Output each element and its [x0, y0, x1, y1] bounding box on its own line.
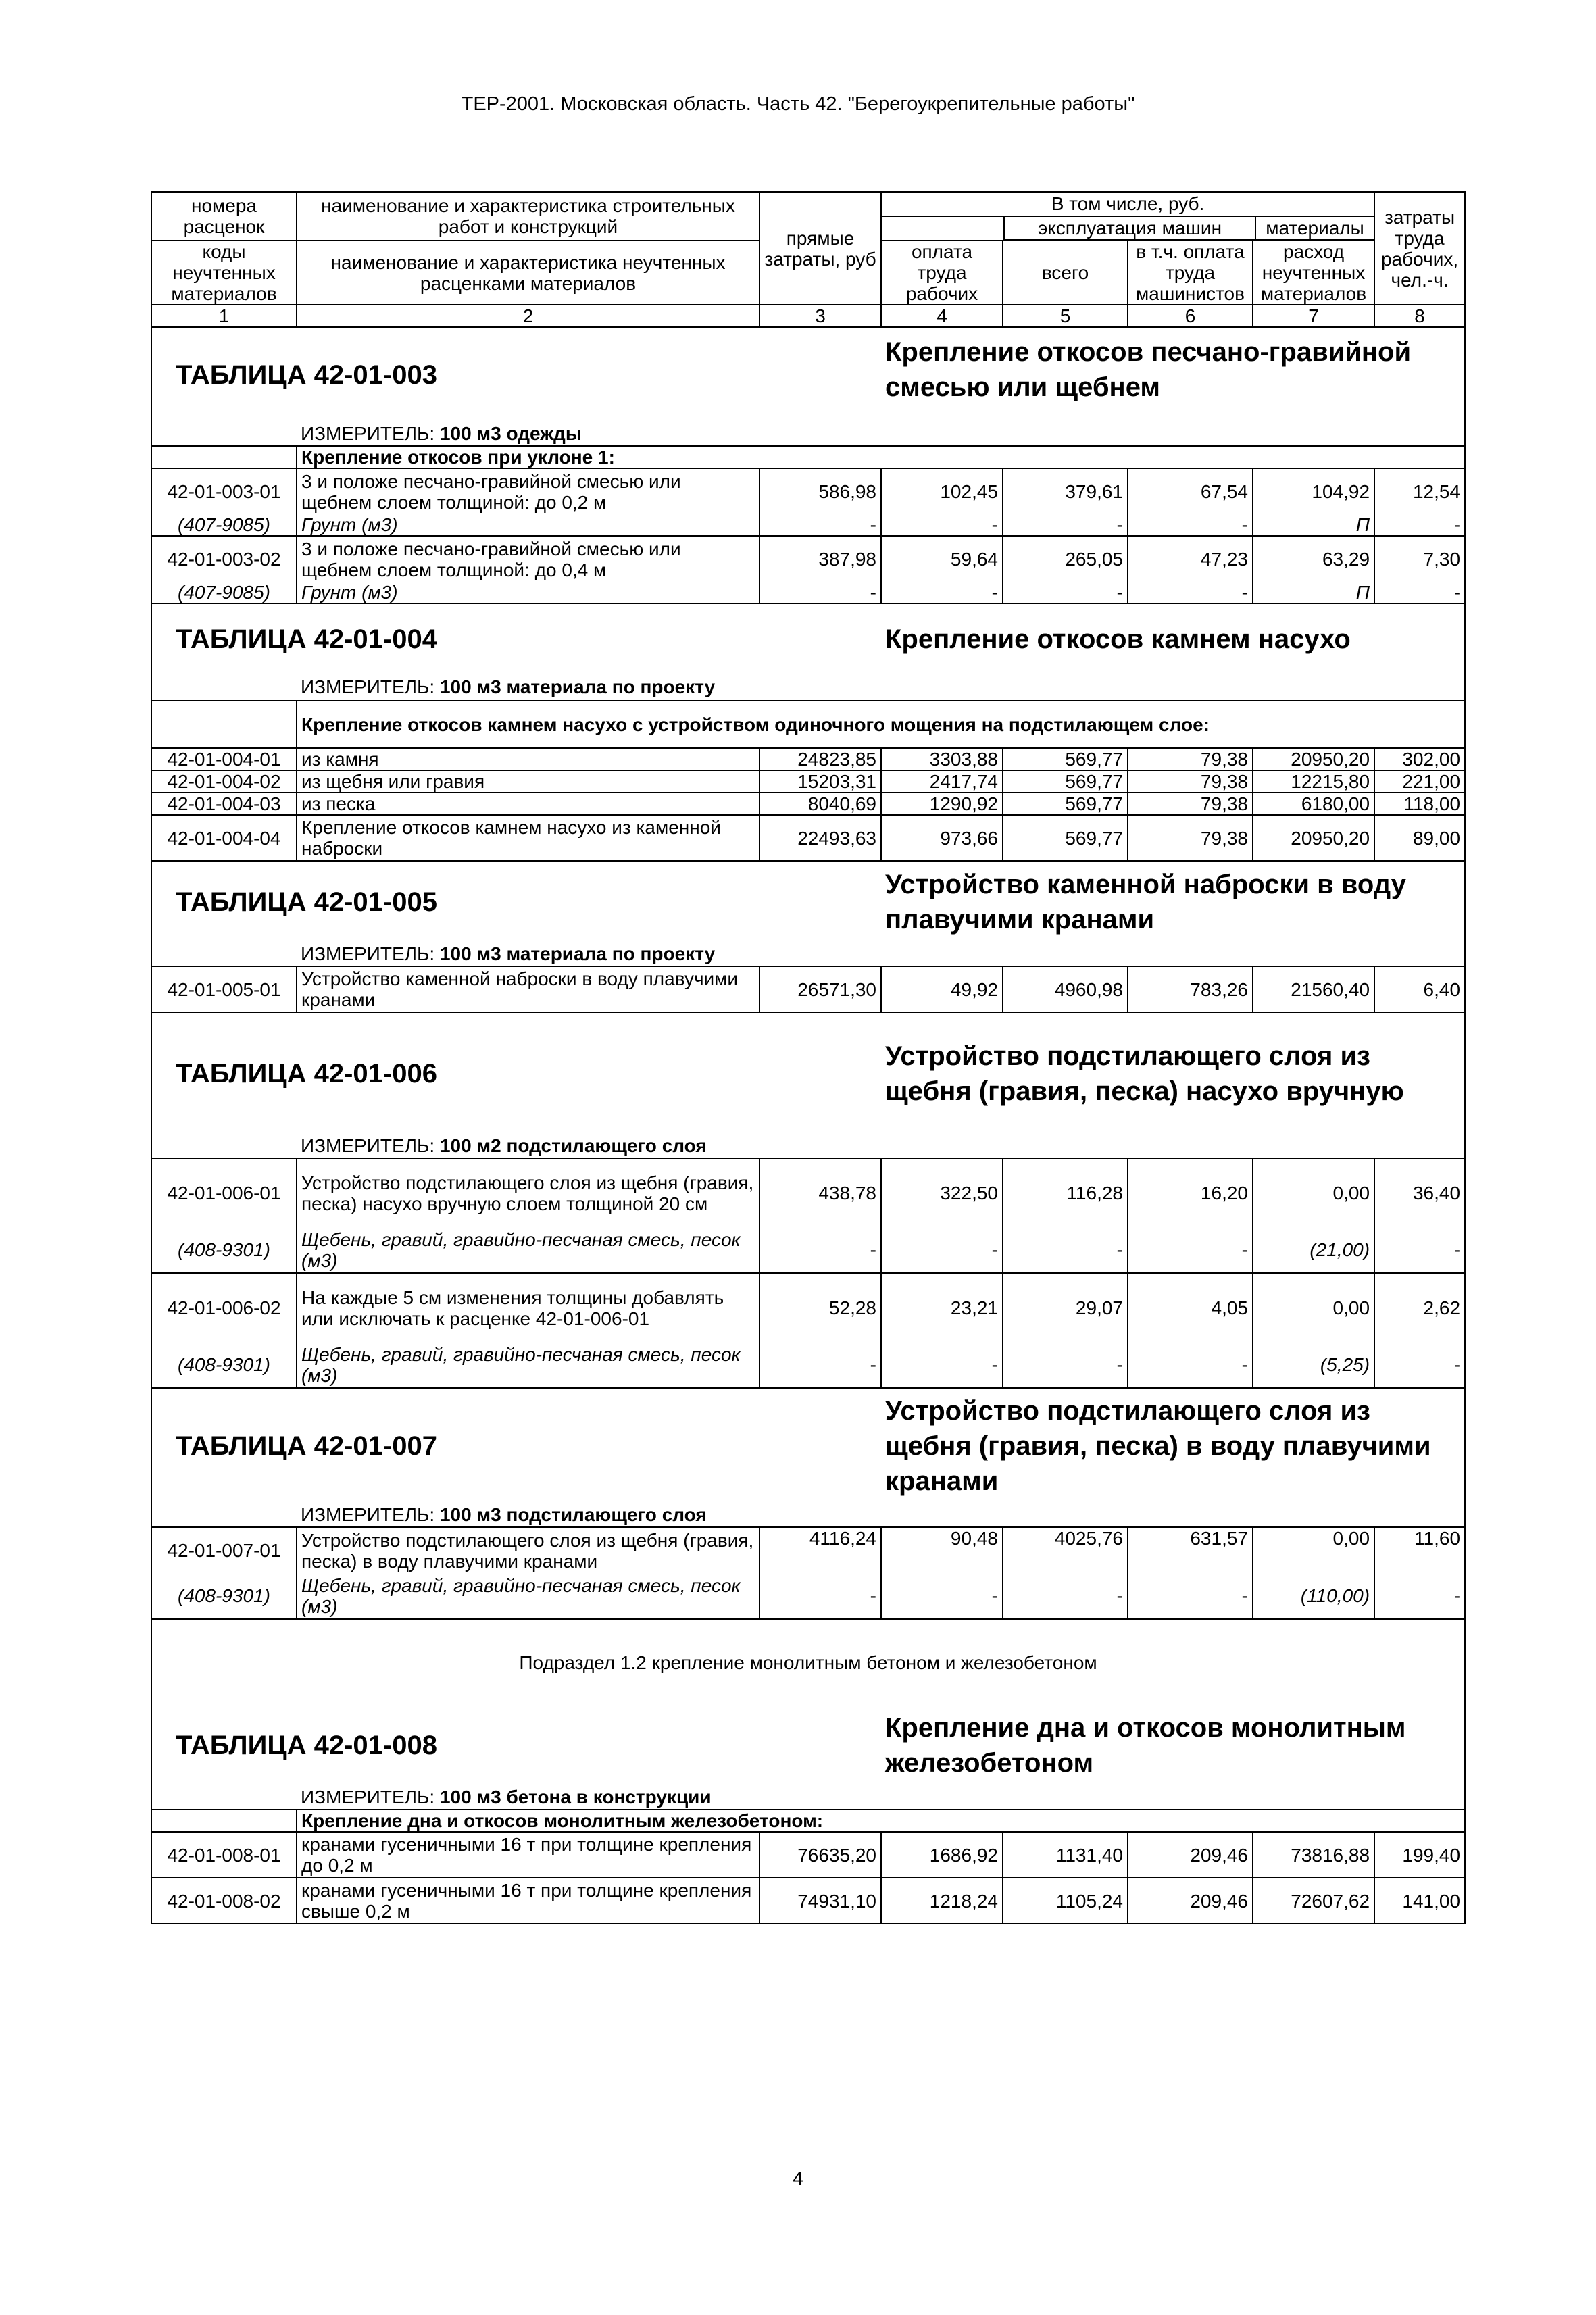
group-header: В том числе, руб.	[882, 193, 1374, 217]
rate-code: 42-01-004-01	[151, 748, 297, 770]
rate-code: 42-01-006-01	[151, 1158, 297, 1227]
col5-header: всего	[1003, 241, 1128, 305]
table-title: Устройство каменной наброски в воду плавучими кранами	[885, 869, 1406, 935]
table-row	[151, 815, 1465, 861]
table-title-row	[151, 861, 1465, 942]
material-row	[151, 1573, 1465, 1619]
material-row	[151, 514, 1465, 536]
table-title-row	[151, 1388, 1465, 1503]
material-name: Грунт (м3)	[297, 514, 759, 536]
value-cell: 52,28	[759, 1273, 881, 1342]
table-title: Крепление дна и откосов монолитным железобетоном	[885, 1713, 1406, 1778]
value-cell: 59,64	[881, 536, 1003, 582]
measure-row	[151, 674, 1465, 701]
measure-value: 100 м3 подстилающего слоя	[439, 1504, 707, 1525]
material-code: (408-9301)	[151, 1573, 297, 1619]
value-cell: 4116,24	[759, 1527, 881, 1573]
value-cell: 8040,69	[759, 793, 881, 815]
value-cell: (110,00)	[1253, 1573, 1374, 1619]
value-cell: 36,40	[1374, 1158, 1465, 1227]
material-row	[151, 582, 1465, 603]
value-cell: 49,92	[881, 966, 1003, 1012]
value-cell: 104,92	[1253, 468, 1374, 514]
materials-header: материалы	[1256, 217, 1374, 240]
rate-name: Устройство подстилающего слоя из щебня (гравия, песка) насухо вручную слоем толщиной 20 см	[297, 1158, 759, 1227]
col4-header-top	[882, 217, 1005, 240]
rate-name: из песка	[297, 793, 759, 815]
value-cell: 4,05	[1128, 1273, 1253, 1342]
value-cell: -	[1003, 582, 1128, 603]
value-cell: 74931,10	[759, 1878, 881, 1924]
value-cell: 90,48	[881, 1527, 1003, 1573]
table-title-row	[151, 1706, 1465, 1785]
value-cell: -	[881, 514, 1003, 536]
subsection-row	[151, 1619, 1465, 1706]
subheading-row	[151, 1810, 1465, 1832]
value-cell: -	[1128, 1573, 1253, 1619]
value-cell: 322,50	[881, 1158, 1003, 1227]
table-subheading: Крепление дна и откосов монолитным железобетоном:	[297, 1810, 1465, 1832]
value-cell: 63,29	[1253, 536, 1374, 582]
measure-value: 100 м3 бетона в конструкции	[439, 1787, 712, 1808]
value-cell: -	[881, 1573, 1003, 1619]
table-subheading: Крепление откосов камнем насухо с устройством одиночного мощения на подстилающем слое:	[297, 701, 1465, 748]
value-cell: 20950,20	[1253, 815, 1374, 861]
value-cell: 76635,20	[759, 1832, 881, 1878]
value-cell: 4025,76	[1003, 1527, 1128, 1573]
table-title: Крепление откосов песчано-гравийной смесью или щебнем	[885, 337, 1412, 402]
material-code: (407-9085)	[151, 514, 297, 536]
value-cell: 12215,80	[1253, 770, 1374, 793]
table-title: Крепление откосов камнем насухо	[885, 624, 1351, 654]
table-subheading: Крепление откосов при уклоне 1:	[297, 446, 1465, 468]
value-cell: -	[759, 1227, 881, 1273]
rate-name: Устройство каменной наброски в воду плавучими кранами	[297, 966, 759, 1012]
value-cell: (21,00)	[1253, 1227, 1374, 1273]
column-header-row-1	[151, 192, 1465, 241]
rate-name: 3 и положе песчано-гравийной смесью или щебнем слоем толщиной: до 0,4 м	[297, 536, 759, 582]
value-cell: 2,62	[1374, 1273, 1465, 1342]
value-cell: 438,78	[759, 1158, 881, 1227]
value-cell: 2417,74	[881, 770, 1003, 793]
value-cell: -	[1128, 514, 1253, 536]
value-cell: -	[881, 1342, 1003, 1388]
material-name: Грунт (м3)	[297, 582, 759, 603]
rate-code: 42-01-003-02	[151, 536, 297, 582]
value-cell: 0,00	[1253, 1158, 1374, 1227]
rate-name: Устройство подстилающего слоя из щебня (гравия, песка) в воду плавучими кранами	[297, 1527, 759, 1573]
col1-top-header: номера расценок	[151, 192, 297, 241]
table-row	[151, 1527, 1465, 1573]
value-cell: 6180,00	[1253, 793, 1374, 815]
col-number: 4	[881, 305, 1003, 327]
value-cell: 586,98	[759, 468, 881, 514]
col6-header: в т.ч. оплата труда машинистов	[1128, 241, 1253, 305]
rate-name: из камня	[297, 748, 759, 770]
rate-name: 3 и положе песчано-гравийной смесью или щебнем слоем толщиной: до 0,2 м	[297, 468, 759, 514]
measure-label: ИЗМЕРИТЕЛЬ:	[301, 676, 435, 697]
material-row	[151, 1227, 1465, 1273]
value-cell: 0,00	[1253, 1527, 1374, 1573]
value-cell: 29,07	[1003, 1273, 1128, 1342]
col-number: 2	[297, 305, 759, 327]
value-cell: 12,54	[1374, 468, 1465, 514]
measure-row	[151, 1503, 1465, 1527]
column-number-row	[151, 305, 1465, 327]
material-code: (408-9301)	[151, 1227, 297, 1273]
value-cell: -	[1374, 1227, 1465, 1273]
rate-code: 42-01-004-02	[151, 770, 297, 793]
measure-value: 100 м3 одежды	[439, 423, 582, 444]
value-cell: 79,38	[1128, 748, 1253, 770]
value-cell: 569,77	[1003, 770, 1128, 793]
subheading-row	[151, 446, 1465, 468]
rate-code: 42-01-008-01	[151, 1832, 297, 1878]
material-row	[151, 1342, 1465, 1388]
measure-label: ИЗМЕРИТЕЛЬ:	[301, 1135, 435, 1156]
value-cell: -	[1128, 582, 1253, 603]
value-cell: 141,00	[1374, 1878, 1465, 1924]
measure-label: ИЗМЕРИТЕЛЬ:	[301, 943, 435, 964]
table-title-row	[151, 327, 1465, 422]
value-cell: 783,26	[1128, 966, 1253, 1012]
value-cell: 79,38	[1128, 815, 1253, 861]
value-cell: 20950,20	[1253, 748, 1374, 770]
value-cell: 973,66	[881, 815, 1003, 861]
value-cell: 569,77	[1003, 748, 1128, 770]
measure-row	[151, 1134, 1465, 1158]
value-cell: 569,77	[1003, 815, 1128, 861]
value-cell: (5,25)	[1253, 1342, 1374, 1388]
rates-table	[151, 191, 1466, 1924]
value-cell: -	[1128, 1342, 1253, 1388]
value-cell: 22493,63	[759, 815, 881, 861]
table-row	[151, 793, 1465, 815]
col7-header: расход неучтенных материалов	[1253, 241, 1374, 305]
measure-value: 100 м3 материала по проекту	[439, 943, 716, 964]
value-cell: 79,38	[1128, 793, 1253, 815]
value-cell: 379,61	[1003, 468, 1128, 514]
measure-value: 100 м3 материала по проекту	[439, 676, 716, 697]
value-cell: -	[1374, 514, 1465, 536]
col-number: 7	[1253, 305, 1374, 327]
rate-code: 42-01-006-02	[151, 1273, 297, 1342]
material-code: (408-9301)	[151, 1342, 297, 1388]
measure-row	[151, 422, 1465, 446]
value-cell: -	[1374, 582, 1465, 603]
rate-name: кранами гусеничными 16 т при толщине крепления свыше 0,2 м	[297, 1878, 759, 1924]
value-cell: 265,05	[1003, 536, 1128, 582]
rate-code: 42-01-005-01	[151, 966, 297, 1012]
table-row	[151, 536, 1465, 582]
value-cell: 1290,92	[881, 793, 1003, 815]
value-cell: 0,00	[1253, 1273, 1374, 1342]
col2-top-header: наименование и характеристика строительных работ и конструкций	[297, 192, 759, 241]
rate-code: 42-01-004-04	[151, 815, 297, 861]
value-cell: П	[1253, 582, 1374, 603]
rate-code: 42-01-003-01	[151, 468, 297, 514]
value-cell: 102,45	[881, 468, 1003, 514]
value-cell: -	[759, 1342, 881, 1388]
value-cell: П	[1253, 514, 1374, 536]
value-cell: -	[759, 1573, 881, 1619]
value-cell: 569,77	[1003, 793, 1128, 815]
table-row	[151, 1878, 1465, 1924]
table-code: ТАБЛИЦА 42-01-003	[176, 359, 437, 390]
measure-label: ИЗМЕРИТЕЛЬ:	[301, 1504, 435, 1525]
value-cell: 631,57	[1128, 1527, 1253, 1573]
value-cell: 67,54	[1128, 468, 1253, 514]
table-code: ТАБЛИЦА 42-01-006	[176, 1058, 437, 1089]
table-row	[151, 1158, 1465, 1227]
value-cell: -	[881, 1227, 1003, 1273]
value-cell: -	[1003, 1227, 1128, 1273]
rate-name: кранами гусеничными 16 т при толщине крепления до 0,2 м	[297, 1832, 759, 1878]
subheading-row	[151, 701, 1465, 748]
table-row	[151, 770, 1465, 793]
page-header: ТЕР-2001. Московская область. Часть 42. "Берегоукрепительные работы"	[461, 93, 1135, 115]
value-cell: 1686,92	[881, 1832, 1003, 1878]
value-cell: 23,21	[881, 1273, 1003, 1342]
col8-header: затраты труда рабочих, чел.-ч.	[1374, 192, 1465, 305]
table-row	[151, 748, 1465, 770]
table-title-row	[151, 603, 1465, 674]
value-cell: -	[1003, 514, 1128, 536]
measure-label: ИЗМЕРИТЕЛЬ:	[301, 1787, 435, 1808]
table-row	[151, 1832, 1465, 1878]
value-cell: 387,98	[759, 536, 881, 582]
col4-header: оплата труда рабочих	[881, 241, 1003, 305]
rate-code: 42-01-007-01	[151, 1527, 297, 1573]
value-cell: 1105,24	[1003, 1878, 1128, 1924]
material-name: Щебень, гравий, гравийно-песчаная смесь, песок (м3)	[297, 1342, 759, 1388]
col1-bottom-header: коды неучтенных материалов	[151, 241, 297, 305]
value-cell: 26571,30	[759, 966, 881, 1012]
col2-bottom-header: наименование и характеристика неучтенных расценками материалов	[297, 241, 759, 305]
value-cell: 7,30	[1374, 536, 1465, 582]
page-number: 4	[793, 2168, 803, 2189]
rate-name: На каждые 5 см изменения толщины добавлять или исключать к расценке 42-01-006-01	[297, 1273, 759, 1342]
value-cell: 21560,40	[1253, 966, 1374, 1012]
col-number: 1	[151, 305, 297, 327]
subsection-title: Подраздел 1.2 крепление монолитным бетоном и железобетоном	[151, 1619, 1465, 1706]
value-cell: 47,23	[1128, 536, 1253, 582]
table-title: Устройство подстилающего слоя из щебня (гравия, песка) в воду плавучими кранами	[885, 1395, 1431, 1496]
rate-name: из щебня или гравия	[297, 770, 759, 793]
value-cell: -	[1003, 1342, 1128, 1388]
value-cell: -	[759, 582, 881, 603]
table-row	[151, 1273, 1465, 1342]
value-cell: 15203,31	[759, 770, 881, 793]
rate-code: 42-01-004-03	[151, 793, 297, 815]
rate-code: 42-01-008-02	[151, 1878, 297, 1924]
value-cell: 24823,85	[759, 748, 881, 770]
measure-label: ИЗМЕРИТЕЛЬ:	[301, 423, 435, 444]
measure-row	[151, 1785, 1465, 1810]
table-code: ТАБЛИЦА 42-01-007	[176, 1430, 437, 1461]
value-cell: 3303,88	[881, 748, 1003, 770]
value-cell: 221,00	[1374, 770, 1465, 793]
col-number: 6	[1128, 305, 1253, 327]
table-row	[151, 468, 1465, 514]
table-code: ТАБЛИЦА 42-01-004	[176, 624, 437, 654]
value-cell: 1218,24	[881, 1878, 1003, 1924]
measure-value: 100 м2 подстилающего слоя	[439, 1135, 707, 1156]
material-name: Щебень, гравий, гравийно-песчаная смесь, песок (м3)	[297, 1227, 759, 1273]
value-cell: 116,28	[1003, 1158, 1128, 1227]
table-code: ТАБЛИЦА 42-01-008	[176, 1731, 437, 1760]
col-number: 8	[1374, 305, 1465, 327]
value-cell: -	[1374, 1573, 1465, 1619]
value-cell: -	[881, 582, 1003, 603]
value-cell: -	[1374, 1342, 1465, 1388]
value-cell: 16,20	[1128, 1158, 1253, 1227]
col-number: 3	[759, 305, 881, 327]
table-code: ТАБЛИЦА 42-01-005	[176, 887, 437, 917]
value-cell: -	[1128, 1227, 1253, 1273]
value-cell: 302,00	[1374, 748, 1465, 770]
col-number: 5	[1003, 305, 1128, 327]
value-cell: 4960,98	[1003, 966, 1128, 1012]
table-row	[151, 966, 1465, 1012]
rate-name: Крепление откосов камнем насухо из каменной наброски	[297, 815, 759, 861]
value-cell: 1131,40	[1003, 1832, 1128, 1878]
material-code: (407-9085)	[151, 582, 297, 603]
value-cell: 199,40	[1374, 1832, 1465, 1878]
value-cell: 118,00	[1374, 793, 1465, 815]
value-cell: 89,00	[1374, 815, 1465, 861]
value-cell: 6,40	[1374, 966, 1465, 1012]
value-cell: -	[759, 514, 881, 536]
material-name: Щебень, гравий, гравийно-песчаная смесь, песок (м3)	[297, 1573, 759, 1619]
value-cell: 11,60	[1374, 1527, 1465, 1573]
value-cell: 72607,62	[1253, 1878, 1374, 1924]
measure-row	[151, 942, 1465, 966]
value-cell: -	[1003, 1573, 1128, 1619]
table-title-row	[151, 1012, 1465, 1134]
value-cell: 209,46	[1128, 1878, 1253, 1924]
value-cell: 79,38	[1128, 770, 1253, 793]
value-cell: 73816,88	[1253, 1832, 1374, 1878]
machines-header: эксплуатация машин	[1005, 217, 1256, 240]
table-title: Устройство подстилающего слоя из щебня (гравия, песка) насухо вручную	[885, 1041, 1404, 1106]
col3-header: прямые затраты, руб	[759, 192, 881, 305]
value-cell: 209,46	[1128, 1832, 1253, 1878]
